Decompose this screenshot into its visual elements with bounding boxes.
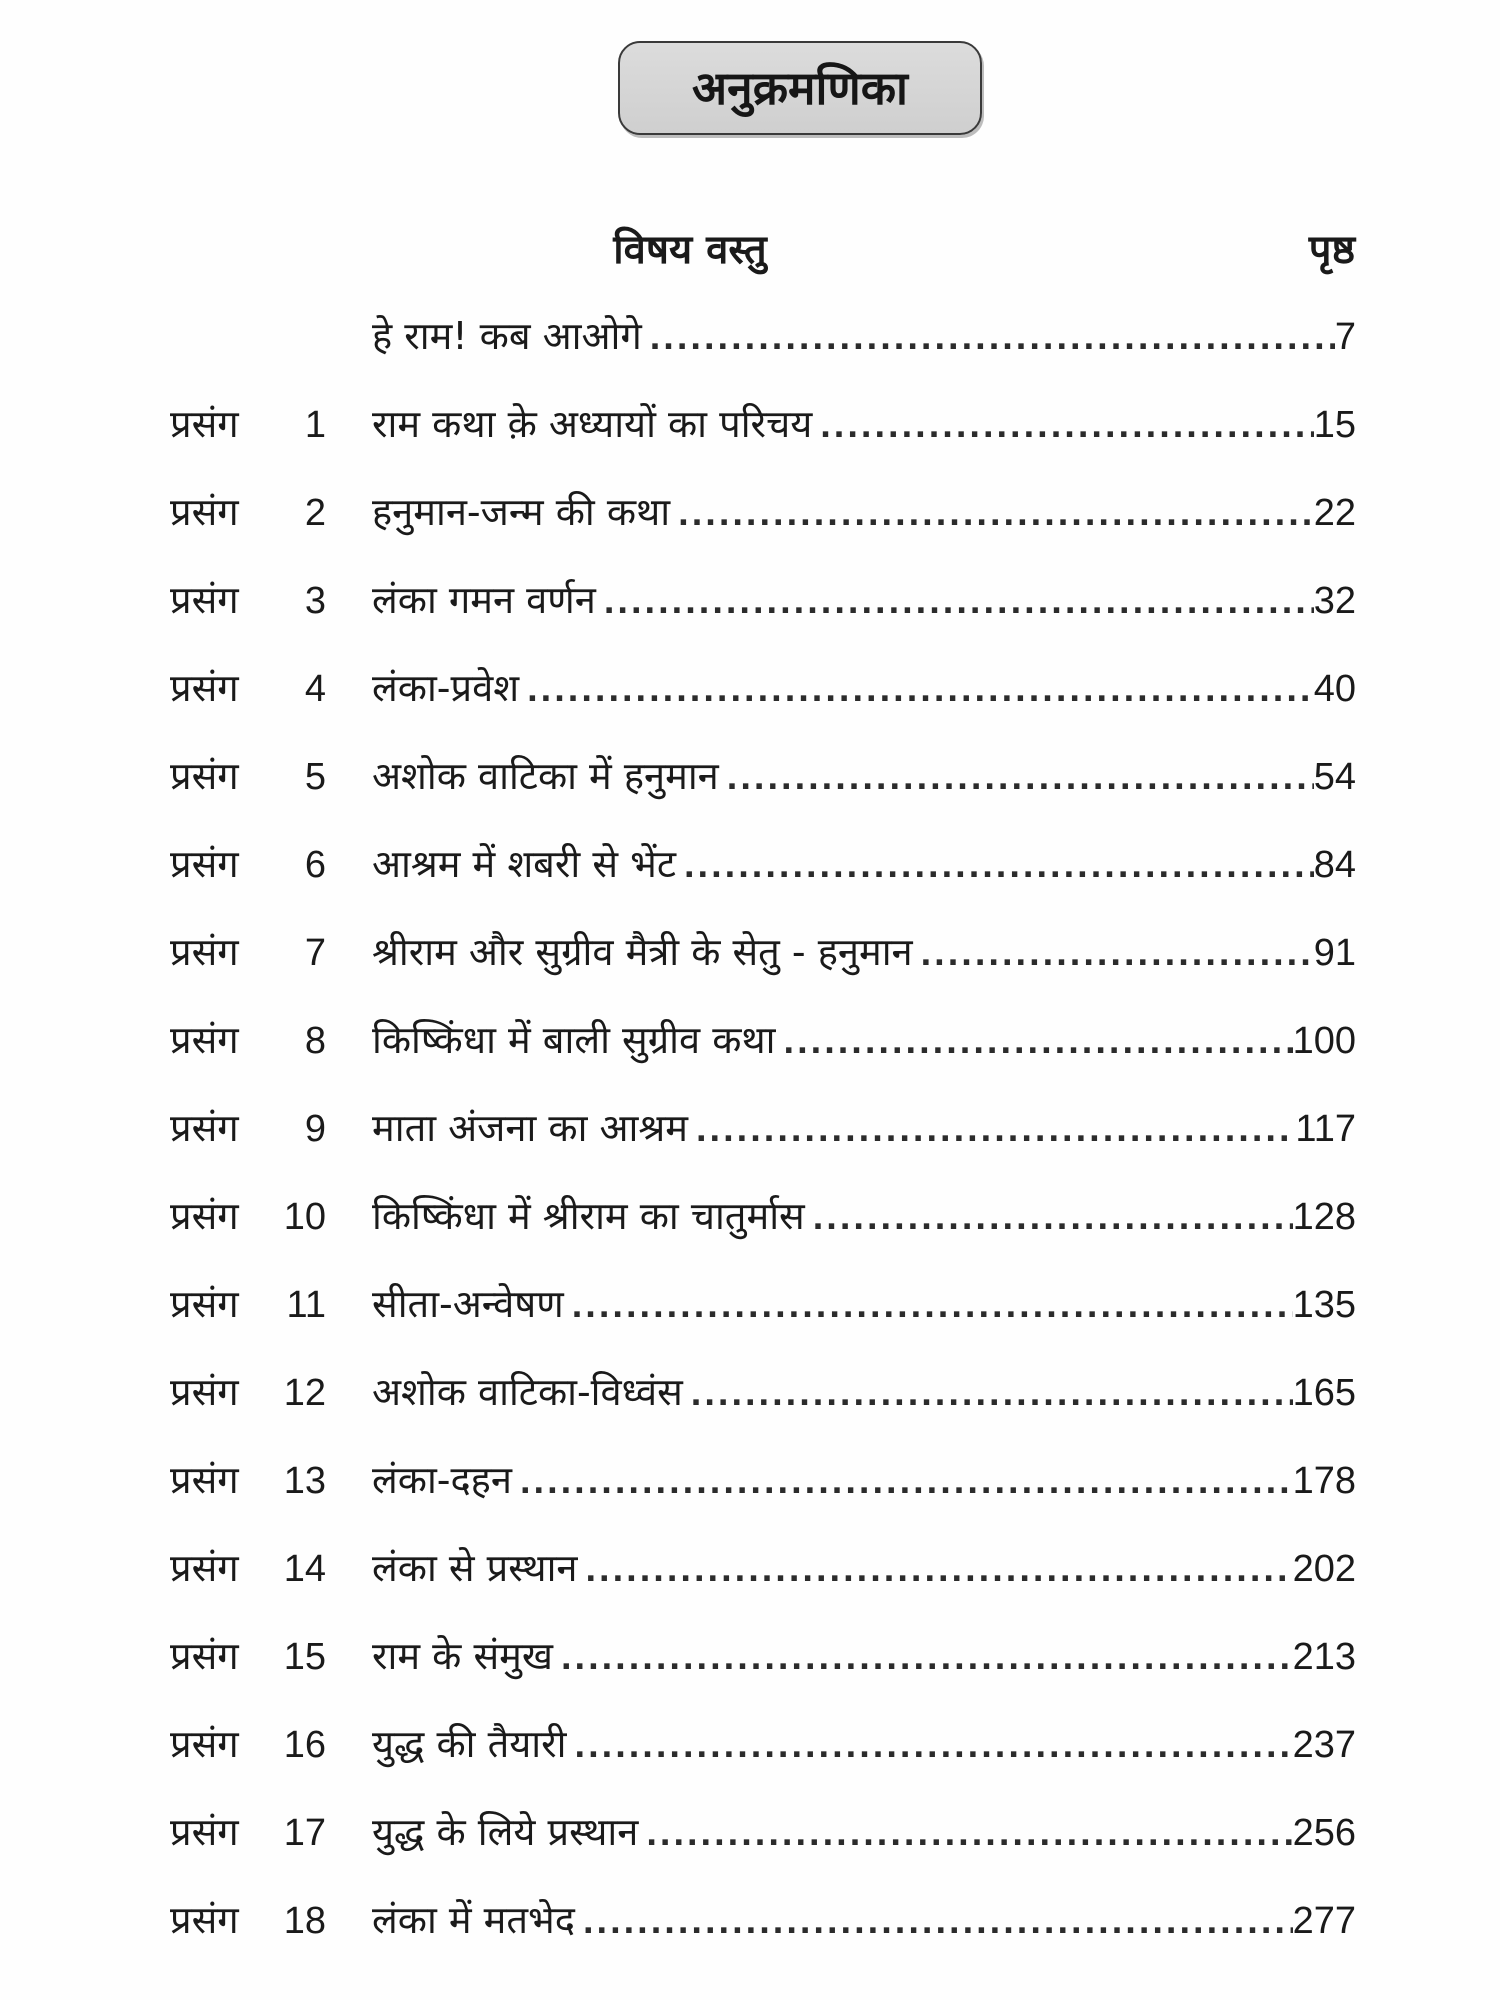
chapter-label — [170, 1628, 330, 1685]
chapter-word: प्रसंग — [170, 1282, 239, 1326]
toc-row — [0, 1628, 1500, 1684]
toc-row — [0, 836, 1500, 892]
page-number: 128 — [1292, 1196, 1356, 1238]
chapter-word: प्रसंग — [170, 666, 239, 710]
chapter-word: प्रसंग — [170, 842, 239, 886]
dot-leader — [520, 1453, 1293, 1509]
chapter-label — [170, 1716, 330, 1773]
page-number: 15 — [1313, 404, 1356, 446]
chapter-title: सीता-अन्वेषण — [372, 1282, 564, 1326]
chapter-number: 2 — [304, 492, 326, 534]
chapter-number: 8 — [304, 1020, 326, 1062]
dot-leader — [527, 661, 1314, 717]
dot-leader — [691, 1365, 1293, 1421]
chapter-word: प्रसंग — [170, 578, 239, 622]
dot-leader — [572, 1277, 1293, 1333]
toc-row — [0, 1100, 1500, 1156]
toc-entry — [372, 396, 1356, 453]
chapter-word: प्रसंग — [170, 1810, 239, 1854]
chapter-word: प्रसंग — [170, 930, 239, 974]
chapter-title: लंका गमन वर्णन — [372, 578, 596, 622]
chapter-number: 7 — [304, 932, 326, 974]
toc-entry — [372, 1452, 1356, 1509]
subject-column-header: विषय वस्तु — [613, 227, 767, 273]
chapter-number: 17 — [283, 1812, 326, 1854]
dot-leader — [678, 485, 1314, 541]
chapter-label — [170, 308, 330, 364]
toc-row — [0, 1012, 1500, 1068]
dot-leader — [583, 1893, 1293, 1949]
page-number: 84 — [1313, 844, 1356, 886]
chapter-label — [170, 484, 330, 541]
dot-leader — [561, 1629, 1293, 1685]
toc-row — [0, 748, 1500, 804]
chapter-word: प्रसंग — [170, 1722, 239, 1766]
toc-entry — [372, 308, 1356, 365]
toc-entry — [372, 1012, 1356, 1069]
toc-entry — [372, 1716, 1356, 1773]
page-number: 32 — [1313, 580, 1356, 622]
chapter-label — [170, 748, 330, 805]
chapter-title: हे राम! कब आओगे — [372, 314, 642, 358]
chapter-number: 18 — [283, 1900, 326, 1942]
chapter-title: लंका में मतभेद — [372, 1898, 575, 1942]
toc-entry — [372, 660, 1356, 717]
toc-entry — [372, 748, 1356, 805]
toc-row — [0, 1892, 1500, 1948]
chapter-word: प्रसंग — [170, 1106, 239, 1150]
dot-leader — [604, 573, 1314, 629]
page-title: अनुक्रमणिका — [692, 61, 908, 115]
chapter-word: प्रसंग — [170, 1194, 239, 1238]
page-number: 22 — [1313, 492, 1356, 534]
toc-entry — [372, 484, 1356, 541]
chapter-word: प्रसंग — [170, 1370, 239, 1414]
chapter-label — [170, 1452, 330, 1509]
chapter-word: प्रसंग — [170, 402, 239, 446]
chapter-number: 16 — [283, 1724, 326, 1766]
toc-row — [0, 1188, 1500, 1244]
chapter-number: 4 — [304, 668, 326, 710]
page-number: 54 — [1313, 756, 1356, 798]
toc-row — [0, 1540, 1500, 1596]
chapter-title: अशोक वाटिका में हनुमान — [372, 754, 719, 798]
dot-leader — [684, 837, 1314, 893]
toc-row — [0, 1276, 1500, 1332]
page-number: 237 — [1292, 1724, 1356, 1766]
page-number: 117 — [1295, 1108, 1356, 1150]
chapter-word: प्रसंग — [170, 490, 239, 534]
page-number: 100 — [1292, 1020, 1356, 1062]
toc-entry — [372, 1628, 1356, 1685]
chapter-label — [170, 660, 330, 717]
dot-leader — [650, 309, 1335, 365]
page-number: 91 — [1313, 932, 1356, 974]
toc-entry — [372, 1100, 1356, 1157]
page-number: 178 — [1292, 1460, 1356, 1502]
chapter-label — [170, 1540, 330, 1597]
toc-row — [0, 1364, 1500, 1420]
chapter-word: प्रसंग — [170, 1458, 239, 1502]
toc-row — [0, 1452, 1500, 1508]
toc-entry — [372, 924, 1356, 981]
chapter-word: प्रसंग — [170, 1898, 239, 1942]
chapter-number: 3 — [304, 580, 326, 622]
chapter-number: 10 — [283, 1196, 326, 1238]
chapter-title: माता अंजना का आश्रम — [372, 1106, 688, 1150]
chapter-title: लंका-दहन — [372, 1458, 512, 1502]
chapter-label — [170, 1804, 330, 1861]
page-number: 213 — [1292, 1636, 1356, 1678]
page-column-header: पृष्ठ — [1308, 227, 1355, 273]
chapter-number: 1 — [304, 404, 326, 446]
chapter-title: युद्ध की तैयारी — [372, 1722, 567, 1766]
chapter-label — [170, 1892, 330, 1949]
chapter-title: राम कथा क़े अध्यायों का परिचय — [372, 402, 813, 446]
page-number: 256 — [1292, 1812, 1356, 1854]
chapter-number: 5 — [304, 756, 326, 798]
page-number: 165 — [1292, 1372, 1356, 1414]
dot-leader — [820, 397, 1313, 453]
chapter-title: युद्ध के लिये प्रस्थान — [372, 1810, 639, 1854]
toc-entry — [372, 1804, 1356, 1861]
chapter-label — [170, 396, 330, 453]
page-number: 7 — [1334, 316, 1356, 358]
dot-leader — [784, 1013, 1293, 1069]
chapter-label — [170, 1364, 330, 1421]
chapter-title: किष्किंधा में बाली सुग्रीव कथा — [372, 1018, 776, 1062]
chapter-title: लंका-प्रवेश — [372, 666, 520, 710]
toc-entry — [372, 1188, 1356, 1245]
chapter-word: प्रसंग — [170, 1546, 239, 1590]
chapter-number: 9 — [304, 1108, 326, 1150]
toc-row — [0, 1716, 1500, 1772]
title-box — [618, 41, 982, 135]
page-number: 135 — [1292, 1284, 1356, 1326]
toc-entry — [372, 1540, 1356, 1597]
toc-entry — [372, 572, 1356, 629]
toc-row — [0, 660, 1500, 716]
dot-leader — [727, 749, 1314, 805]
toc-row — [0, 396, 1500, 452]
chapter-word: प्रसंग — [170, 1634, 239, 1678]
chapter-label — [170, 1188, 330, 1245]
dot-leader — [575, 1717, 1293, 1773]
chapter-label — [170, 1012, 330, 1069]
chapter-word: प्रसंग — [170, 1018, 239, 1062]
chapter-number: 12 — [283, 1372, 326, 1414]
chapter-title: हनुमान-जन्म की कथा — [372, 490, 671, 534]
toc-row — [0, 308, 1500, 364]
toc-row — [0, 1804, 1500, 1860]
toc-row — [0, 924, 1500, 980]
dot-leader — [813, 1189, 1293, 1245]
chapter-number: 11 — [286, 1284, 326, 1326]
chapter-label — [170, 1276, 330, 1333]
chapter-label — [170, 572, 330, 629]
chapter-title: राम के संमुख — [372, 1634, 553, 1678]
chapter-label — [170, 836, 330, 893]
toc-entry — [372, 1364, 1356, 1421]
page-number: 40 — [1313, 668, 1356, 710]
dot-leader — [586, 1541, 1293, 1597]
dot-leader — [646, 1805, 1292, 1861]
toc-row — [0, 484, 1500, 540]
chapter-number: 14 — [283, 1548, 326, 1590]
chapter-number: 13 — [283, 1460, 326, 1502]
chapter-word: प्रसंग — [170, 754, 239, 798]
page-number: 202 — [1292, 1548, 1356, 1590]
chapter-number: 6 — [304, 844, 326, 886]
chapter-label — [170, 1100, 330, 1157]
chapter-title: अशोक वाटिका-विध्वंस — [372, 1370, 683, 1414]
chapter-title: लंका से प्रस्थान — [372, 1546, 578, 1590]
dot-leader — [696, 1101, 1295, 1157]
toc-row — [0, 572, 1500, 628]
chapter-number: 15 — [283, 1636, 326, 1678]
chapter-label — [170, 924, 330, 981]
chapter-title: आश्रम में शबरी से भेंट — [372, 842, 676, 886]
toc-entry — [372, 836, 1356, 893]
page-number: 277 — [1292, 1900, 1356, 1942]
chapter-title: किष्किंधा में श्रीराम का चातुर्मास — [372, 1194, 805, 1238]
toc-entry — [372, 1892, 1356, 1949]
dot-leader — [921, 925, 1314, 981]
chapter-title: श्रीराम और सुग्रीव मैत्री के सेतु - हनुमान — [372, 930, 913, 974]
toc-entry — [372, 1276, 1356, 1333]
